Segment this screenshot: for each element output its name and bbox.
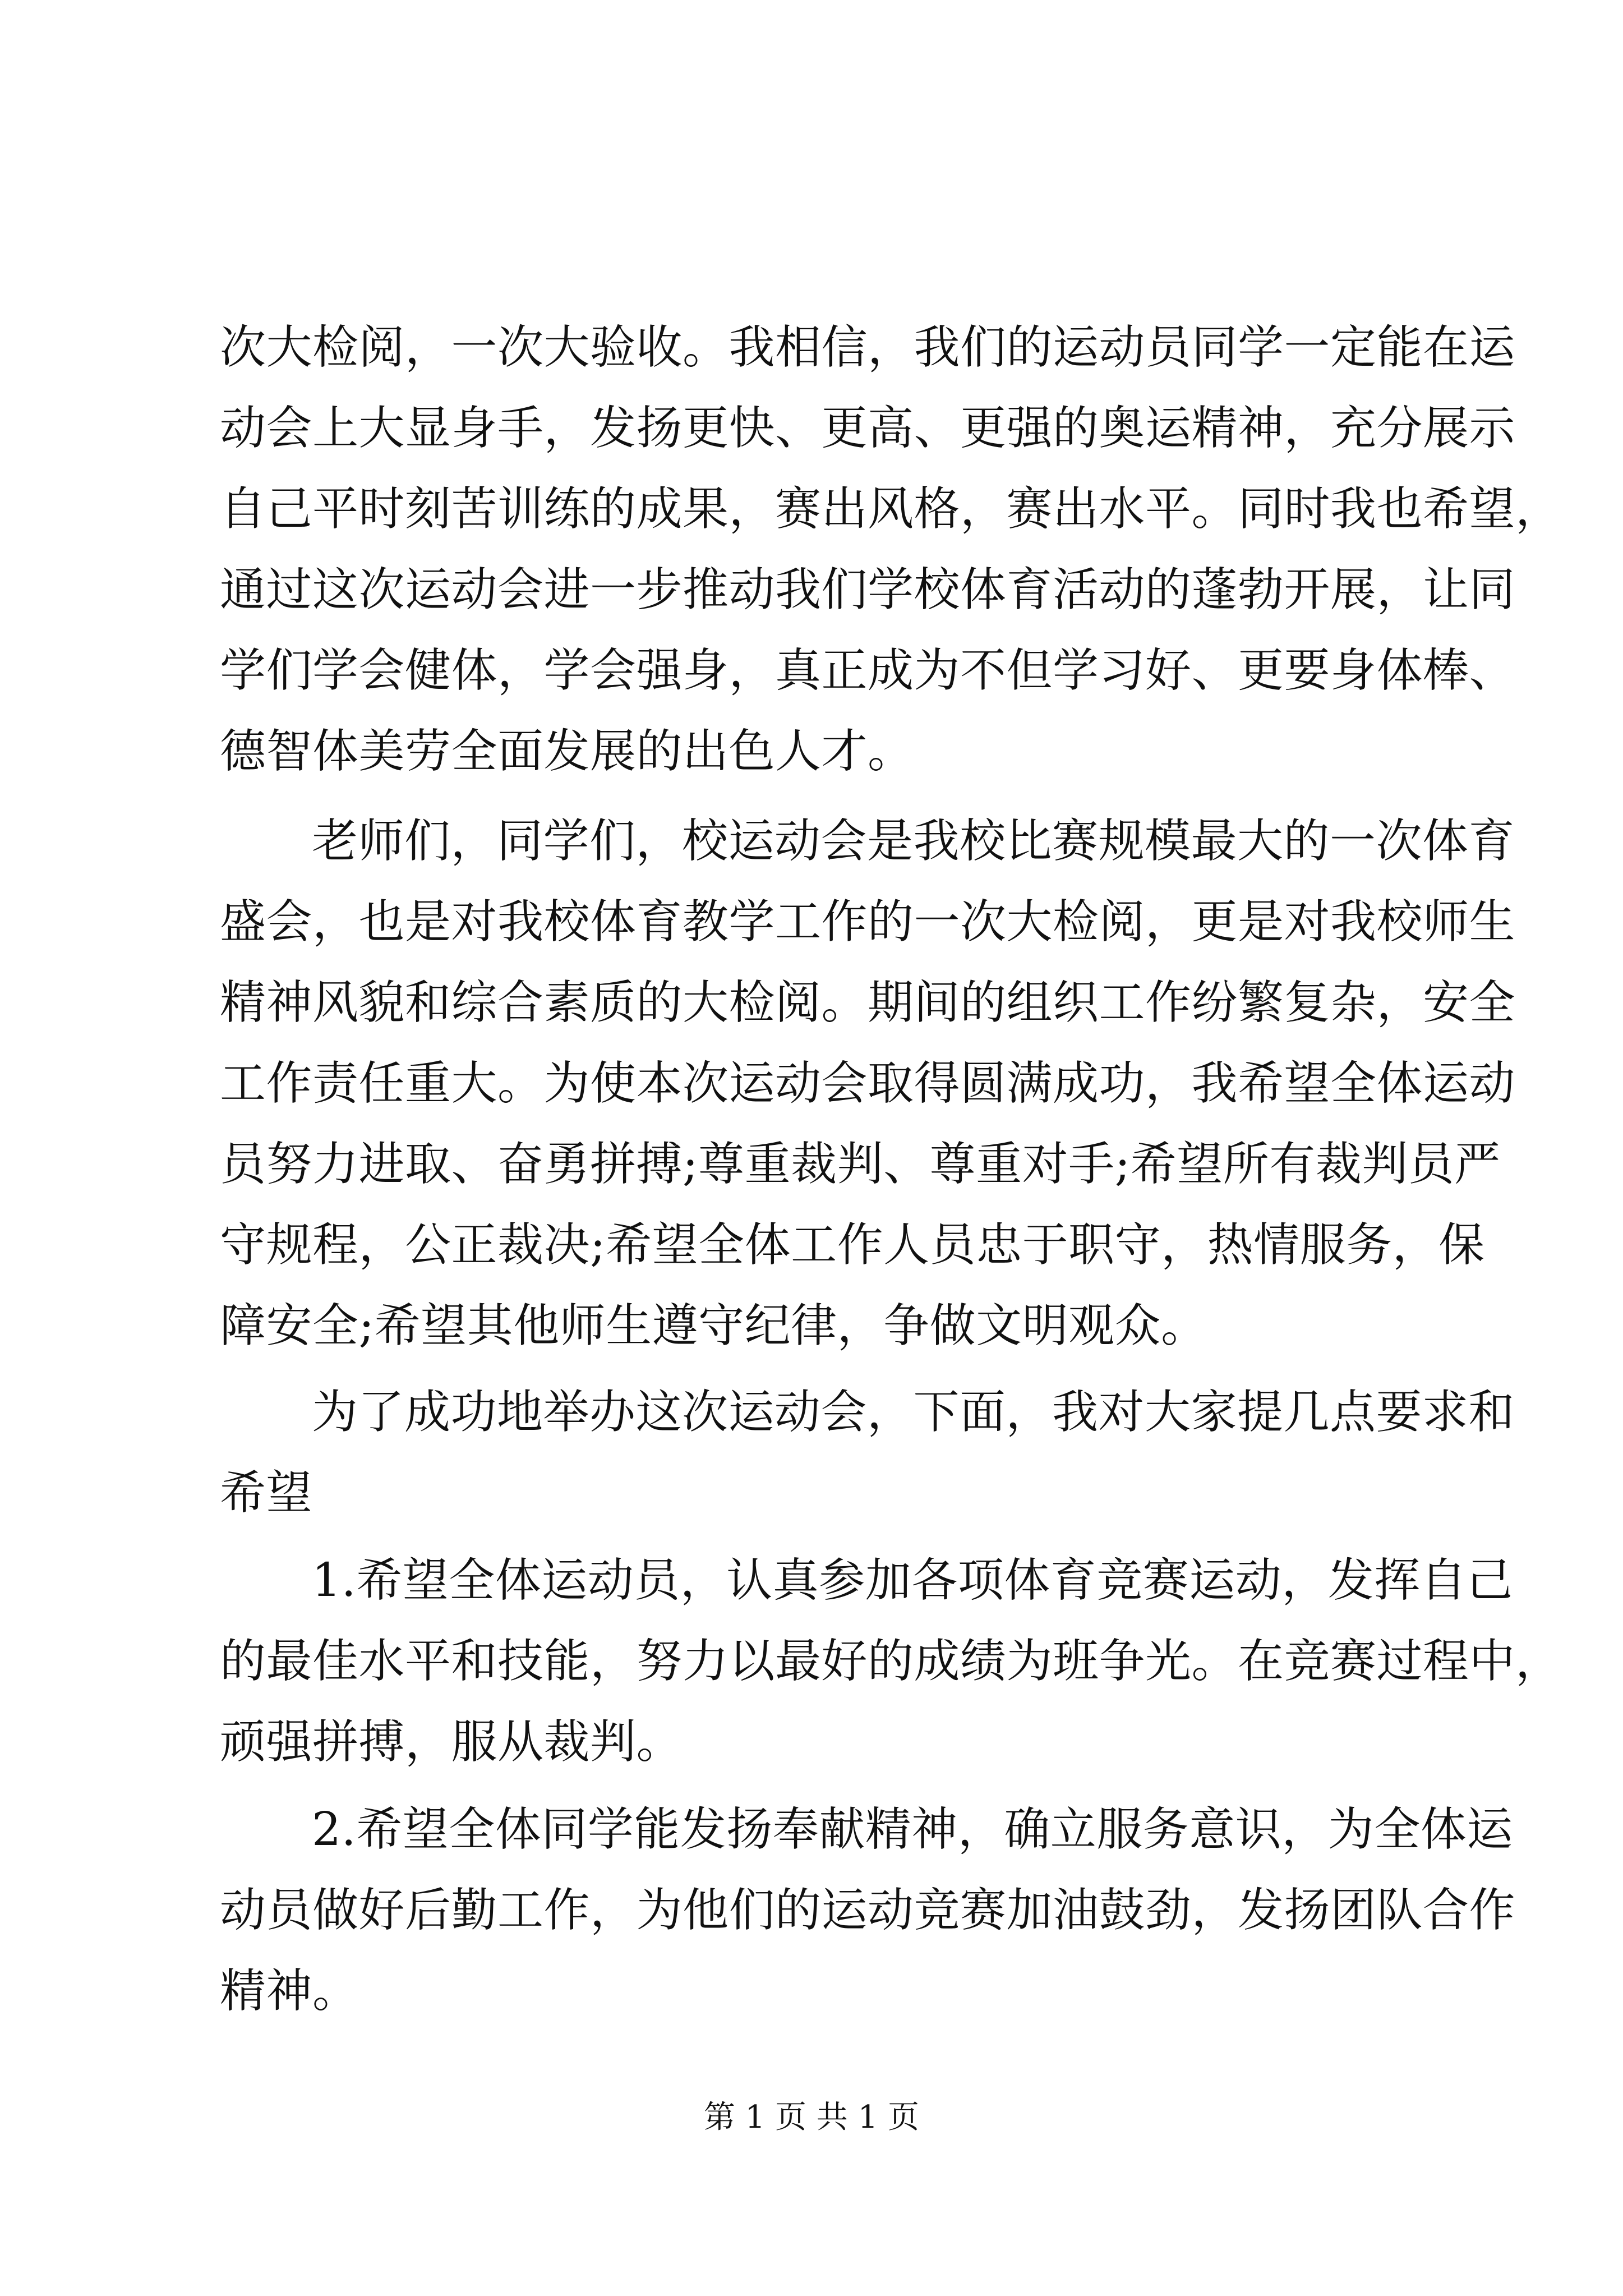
text-line: 动会上大显身手，发扬更快、更高、更强的奥运精神，充分展示	[220, 402, 1516, 455]
text-line: 德智体美劳全面发展的出色人才。	[220, 725, 914, 778]
text-line: 工作责任重大。为使本次运动会取得圆满成功，我希望全体运动	[220, 1057, 1516, 1110]
text-line: 动员做好后勤工作，为他们的运动竞赛加油鼓劲，发扬团队合作	[220, 1884, 1516, 1937]
list-item-2-start-line: 2.希望全体同学能发扬奉献精神，确立服务意识，为全体运	[312, 1803, 1513, 1856]
text-line: 员努力进取、奋勇拼搏;尊重裁判、尊重对手;希望所有裁判员严	[220, 1138, 1501, 1191]
text-line: 精神风貌和综合素质的大检阅。期间的组织工作纷繁复杂，安全	[220, 976, 1516, 1029]
page-footer: 第 1 页 共 1 页	[703, 2099, 920, 2136]
text-line: 次大检阅，一次大验收。我相信，我们的运动员同学一定能在运	[220, 321, 1516, 374]
text-line: 通过这次运动会进一步推动我们学校体育活动的蓬勃开展，让同	[220, 563, 1516, 616]
paragraph-start-line: 老师们，同学们，校运动会是我校比赛规模最大的一次体育	[312, 815, 1515, 868]
text-line: 学们学会健体，学会强身，真正成为不但学习好、更要身体棒、	[220, 644, 1516, 697]
paragraph-start-line: 为了成功地举办这次运动会，下面，我对大家提几点要求和	[312, 1386, 1515, 1439]
text-line: 盛会，也是对我校体育教学工作的一次大检阅，更是对我校师生	[220, 895, 1516, 949]
text-line: 守规程，公正裁决;希望全体工作人员忠于职守，热情服务，保	[220, 1218, 1485, 1272]
text-line: 自己平时刻苦训练的成果，赛出风格，赛出水平。同时我也希望，	[220, 482, 1562, 536]
list-item-1-start-line: 1.希望全体运动员，认真参加各项体育竞赛运动，发挥自己	[312, 1554, 1513, 1607]
text-line: 希望	[220, 1466, 313, 1520]
text-line: 精神。	[220, 1964, 359, 2018]
text-line: 的最佳水平和技能，努力以最好的成绩为班争光。在竞赛过程中，	[220, 1635, 1562, 1688]
text-line: 障安全;希望其他师生遵守纪律，争做文明观众。	[220, 1299, 1207, 1352]
text-line: 顽强拼搏，服从裁判。	[220, 1715, 683, 1769]
